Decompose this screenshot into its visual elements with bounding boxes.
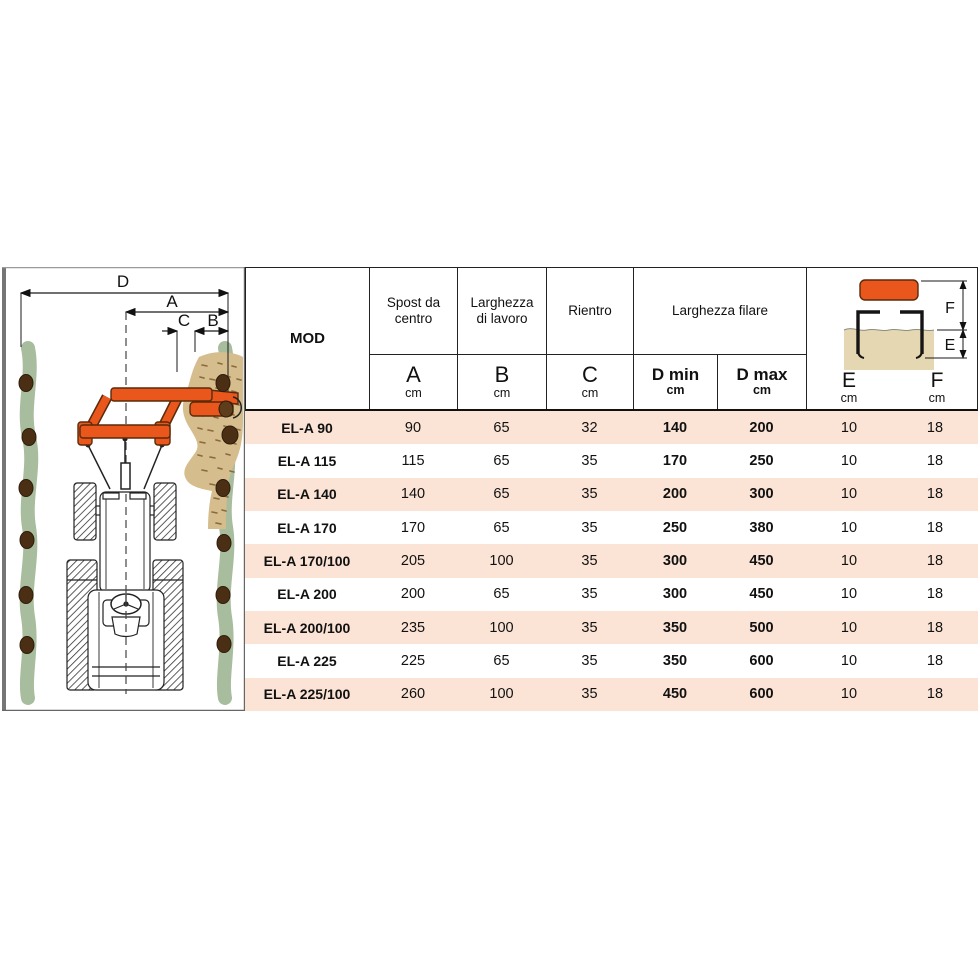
cell-b: 65 (493, 652, 510, 669)
cell-c: 35 (581, 619, 598, 636)
col-unit: cm (581, 385, 599, 400)
cell-e: 10 (840, 486, 858, 503)
header-group-larghezza-lavoro (458, 268, 547, 355)
cell-b: 65 (493, 519, 510, 536)
col-letter: A (406, 361, 421, 387)
cell-b: 65 (493, 452, 510, 469)
cell-dmin: 140 (662, 419, 688, 436)
cell-dmax: 600 (749, 652, 774, 669)
cell-dmax: 500 (749, 619, 774, 636)
col-letter: C (582, 361, 598, 387)
cell-dmax: 200 (749, 419, 774, 436)
cell-dmin: 300 (662, 586, 688, 603)
header-mod (246, 268, 370, 409)
cell-f: 18 (926, 652, 944, 669)
col-unit: cm (493, 385, 511, 400)
group-label-line: di lavoro (476, 311, 528, 326)
dim-label-c: C (177, 311, 191, 330)
mini-dim-label-e: E (944, 337, 956, 354)
cell-e: 10 (840, 586, 858, 603)
cell-c: 35 (581, 652, 598, 669)
cell-f: 18 (926, 519, 944, 536)
cell-dmin: 350 (662, 619, 688, 636)
cell-dmax: 600 (749, 686, 774, 703)
header-group-larghezza-filare (634, 268, 807, 355)
cell-dmin: 200 (662, 486, 688, 503)
col-letter: D min (651, 365, 700, 384)
col-letter: D max (736, 365, 788, 384)
dim-label-b: B (207, 311, 219, 330)
table-row (245, 644, 978, 677)
col-unit: cm (405, 385, 422, 400)
implement-head-side-view (860, 280, 918, 300)
cell-e: 10 (840, 552, 858, 569)
cell-f: 18 (926, 552, 944, 569)
cell-b: 65 (493, 586, 510, 603)
dim-label-d: D (116, 272, 130, 291)
cell-c: 35 (581, 519, 598, 536)
tractor-top-view (67, 483, 183, 690)
cell-b: 100 (489, 686, 514, 703)
header-ef-panel (807, 268, 977, 409)
cell-e: 10 (840, 686, 858, 703)
cell-dmax: 250 (749, 452, 774, 469)
cell-model: EL-A 170 (277, 519, 337, 536)
col-letter: B (494, 361, 510, 387)
cell-model: EL-A 170/100 (263, 552, 351, 569)
cell-c: 35 (581, 552, 598, 569)
cell-f: 18 (926, 419, 944, 436)
cell-a: 235 (400, 619, 426, 636)
cell-dmin: 450 (662, 686, 688, 703)
col-unit: cm (840, 391, 858, 405)
cell-a: 140 (400, 486, 426, 503)
group-label-line: centro (394, 311, 433, 326)
hitch-linkage (86, 437, 164, 489)
cell-dmin: 250 (662, 519, 688, 536)
table-row (245, 411, 978, 444)
cell-e: 10 (840, 652, 858, 669)
cell-f: 18 (926, 619, 944, 636)
group-label-line: Larghezza (470, 295, 534, 311)
cell-a: 170 (400, 519, 426, 536)
cell-c: 35 (581, 586, 598, 603)
cell-dmin: 170 (662, 452, 688, 469)
cell-f: 18 (926, 486, 944, 503)
cell-dmax: 300 (749, 486, 774, 503)
table-row (245, 544, 978, 577)
table-row (245, 478, 978, 511)
cell-a: 115 (401, 452, 425, 469)
cell-c: 35 (581, 686, 598, 703)
cell-b: 100 (489, 619, 514, 636)
cell-dmax: 450 (749, 552, 774, 569)
mini-dim-label-f: F (945, 300, 955, 317)
header-mod-label: MOD (290, 329, 325, 347)
cell-e: 10 (840, 619, 858, 636)
cell-dmin: 350 (662, 652, 688, 669)
table-row (245, 578, 978, 611)
cell-dmax: 380 (749, 519, 774, 536)
implement-lower-bar (80, 425, 170, 438)
header-col-a (370, 355, 458, 409)
spec-table-body (245, 411, 978, 711)
cell-a: 260 (400, 686, 426, 703)
header-col-c (547, 355, 634, 409)
header-col-dmax (718, 355, 807, 409)
cell-f: 18 (926, 686, 944, 703)
spec-table-header (245, 267, 978, 411)
cell-model: EL-A 115 (277, 452, 337, 469)
cell-f: 18 (926, 452, 944, 469)
header-group-rientro (547, 268, 634, 355)
col-letter: F (930, 369, 944, 392)
cell-b: 100 (489, 552, 514, 569)
group-label-line: Spost da (386, 295, 441, 311)
cell-model: EL-A 200 (277, 586, 337, 603)
col-unit: cm (928, 391, 946, 405)
cell-model: EL-A 200/100 (263, 619, 351, 636)
header-group-spost-da-centro (370, 268, 458, 355)
cell-dmin: 300 (662, 552, 688, 569)
cell-a: 200 (400, 586, 426, 603)
dim-label-a: A (166, 292, 178, 311)
group-label-line: Larghezza filare (671, 303, 769, 319)
cell-c: 32 (581, 419, 598, 436)
cell-c: 35 (581, 486, 598, 503)
cell-b: 65 (493, 486, 510, 503)
cell-f: 18 (926, 586, 944, 603)
table-row (245, 444, 978, 477)
cell-model: EL-A 140 (277, 486, 337, 503)
group-label-line: Rientro (568, 303, 612, 319)
cell-e: 10 (840, 519, 858, 536)
table-row (245, 678, 978, 711)
header-col-e (817, 370, 881, 406)
header-col-f (905, 370, 969, 406)
implement-top-bar (111, 388, 212, 401)
cell-model: EL-A 225 (277, 652, 337, 669)
cell-a: 90 (404, 419, 422, 436)
cell-e: 10 (840, 452, 858, 469)
col-letter: E (841, 369, 856, 392)
col-unit: cm (666, 383, 685, 397)
spec-table (245, 267, 978, 711)
cell-c: 35 (581, 452, 598, 469)
cell-model: EL-A 90 (281, 419, 333, 436)
cell-b: 65 (493, 419, 510, 436)
cell-e: 10 (840, 419, 858, 436)
cell-dmax: 450 (749, 586, 774, 603)
header-col-b (458, 355, 547, 409)
table-row (245, 611, 978, 644)
worked-vine-trunk (219, 401, 233, 417)
cell-a: 225 (400, 652, 426, 669)
table-row (245, 511, 978, 544)
vineyard-top-view-diagram (2, 267, 245, 711)
cell-model: EL-A 225/100 (263, 686, 351, 703)
header-col-dmin (634, 355, 718, 409)
cell-a: 205 (400, 552, 426, 569)
col-unit: cm (752, 383, 772, 397)
